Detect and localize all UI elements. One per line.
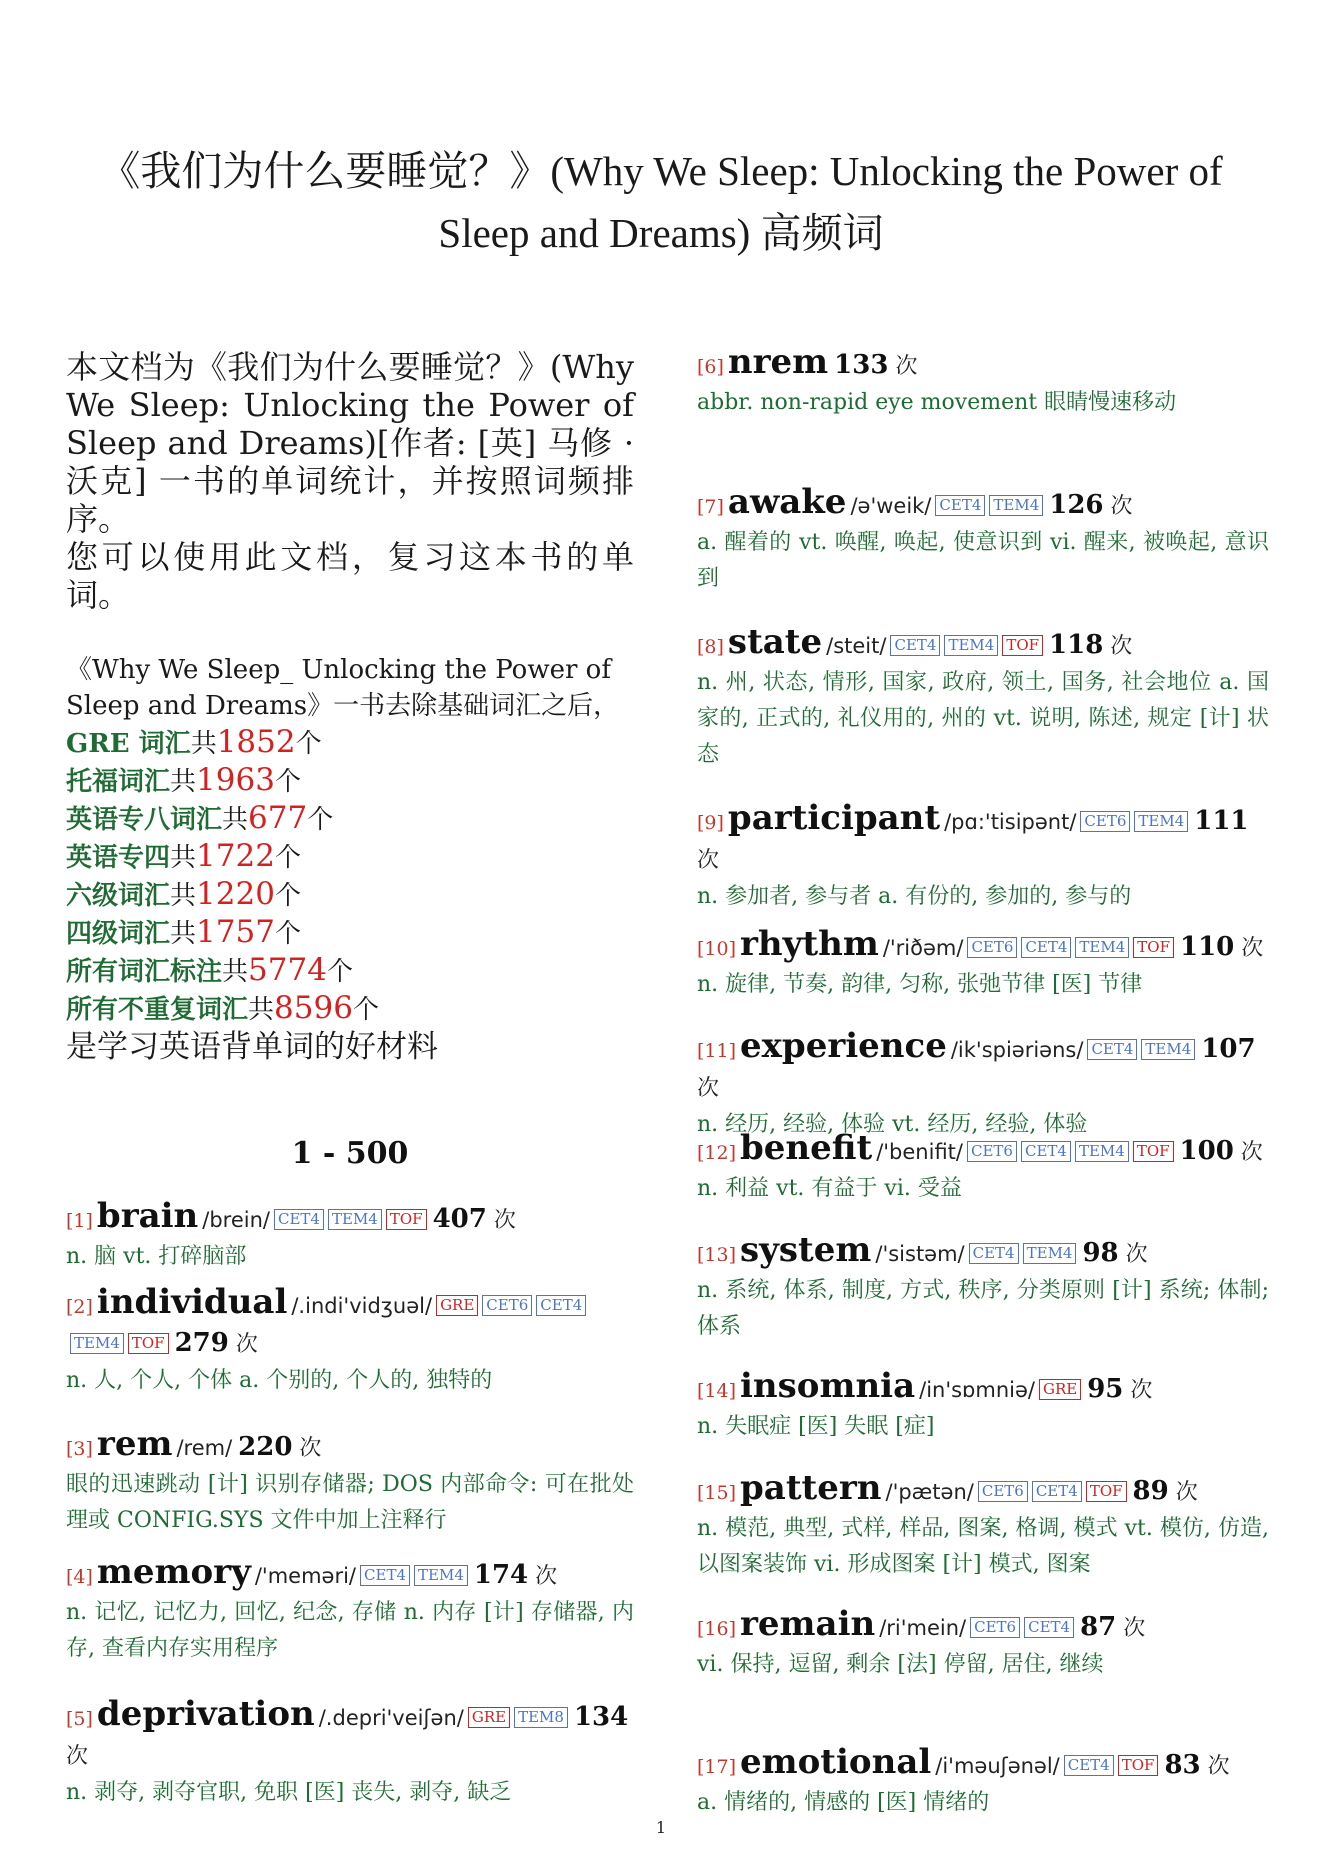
stat-value: 1220 — [196, 876, 275, 912]
entry-definition: n. 模范, 典型, 式样, 样品, 图案, 格调, 模式 vt. 模仿, 仿造, 以图案装饰 vi. 形成图案 [计] 模式, 图案 — [697, 1516, 1269, 1577]
word-entry — [697, 1606, 1269, 1683]
stat-line — [66, 914, 634, 952]
word-entry — [697, 624, 1269, 773]
entry-count: 407 — [432, 1204, 487, 1234]
entry-headline — [66, 1284, 634, 1363]
entry-headline — [697, 344, 1269, 385]
entry-word: benefit — [740, 1128, 873, 1168]
entry-count: 95 — [1087, 1374, 1124, 1404]
entry-word: pattern — [740, 1468, 882, 1508]
stat-unit: 个 — [307, 805, 334, 835]
stat-line — [66, 990, 634, 1028]
entry-definition: n. 系统, 体系, 制度, 方式, 秩序, 分类原则 [计] 系统; 体制; 体系 — [697, 1278, 1269, 1339]
exam-tag: TEM4 — [414, 1565, 468, 1586]
entry-headline — [697, 1470, 1269, 1511]
count-unit: 次 — [697, 1076, 720, 1101]
entry-headline — [66, 1554, 634, 1595]
entry-index: [3] — [66, 1438, 93, 1460]
entry-phonetic: /'benifit/ — [876, 1140, 963, 1164]
stat-connector: 共 — [222, 957, 249, 987]
entry-phonetic: /rem/ — [176, 1436, 233, 1460]
stat-line — [66, 800, 634, 838]
entry-definition: n. 参加者, 参与者 a. 有份的, 参加的, 参与的 — [697, 884, 1132, 909]
entry-definition: n. 剥夺, 剥夺官职, 免职 [医] 丧失, 剥夺, 缺乏 — [66, 1780, 512, 1805]
exam-tag: GRE — [468, 1707, 510, 1728]
entry-word: awake — [727, 482, 847, 522]
stat-unit: 个 — [326, 957, 353, 987]
entry-count: 87 — [1080, 1612, 1117, 1642]
stat-connector: 共 — [222, 805, 249, 835]
stat-connector: 共 — [170, 843, 197, 873]
word-entry — [697, 1130, 1269, 1207]
exam-tag: TOF — [386, 1209, 427, 1230]
entry-word: memory — [96, 1552, 251, 1592]
stat-value: 1722 — [196, 838, 275, 874]
stat-line — [66, 876, 634, 914]
word-entry — [697, 1744, 1269, 1821]
stat-line — [66, 952, 634, 990]
exam-tag: CET6 — [970, 1617, 1020, 1638]
entry-definition: abbr. non-rapid eye movement 眼睛慢速移动 — [697, 390, 1177, 415]
entry-index: [17] — [697, 1756, 737, 1778]
count-unit: 次 — [1234, 936, 1264, 961]
entry-phonetic: /i'məuʃənəl/ — [935, 1754, 1060, 1778]
entry-word: individual — [96, 1282, 288, 1322]
stat-unit: 个 — [295, 729, 322, 759]
exam-tag: TEM4 — [1134, 811, 1188, 832]
entry-count: 107 — [1201, 1034, 1256, 1064]
entry-word: experience — [740, 1026, 947, 1066]
exam-tag: CET4 — [274, 1209, 324, 1230]
entry-headline — [697, 1606, 1269, 1647]
entry-word: nrem — [727, 342, 829, 382]
word-entry — [66, 1426, 634, 1539]
stat-unit: 个 — [274, 881, 301, 911]
entry-count: 279 — [174, 1328, 229, 1358]
entry-count: 110 — [1179, 932, 1235, 962]
entry-definition: n. 人, 个人, 个体 a. 个别的, 个人的, 独特的 — [66, 1368, 493, 1393]
count-unit: 次 — [888, 354, 918, 379]
word-entry — [697, 1232, 1269, 1345]
entry-headline — [697, 926, 1269, 967]
entry-count: 118 — [1049, 630, 1104, 660]
exam-tag: CET4 — [1032, 1481, 1082, 1502]
entry-word: brain — [96, 1196, 199, 1236]
entry-index: [10] — [697, 938, 737, 960]
word-entry — [697, 1368, 1269, 1445]
entry-word: system — [740, 1230, 872, 1270]
exam-tag: TOF — [1002, 635, 1043, 656]
count-unit: 次 — [1116, 1616, 1146, 1641]
word-entry — [697, 1470, 1269, 1583]
exam-tag: TEM4 — [1075, 1141, 1129, 1162]
entry-index: [1] — [66, 1210, 93, 1232]
count-unit: 次 — [1233, 1140, 1263, 1165]
entry-headline — [697, 1744, 1269, 1785]
exam-tag: CET4 — [935, 495, 985, 516]
stat-unit: 个 — [274, 767, 301, 797]
count-unit: 次 — [66, 1744, 89, 1769]
entry-word: insomnia — [740, 1366, 916, 1406]
stat-value: 1757 — [196, 914, 275, 950]
entry-word: rhythm — [740, 924, 879, 964]
entry-count: 174 — [473, 1560, 529, 1590]
exam-tag: TOF — [128, 1333, 169, 1354]
exam-tag: TOF — [1133, 1141, 1174, 1162]
entry-index: [5] — [66, 1708, 93, 1730]
exam-tag: CET4 — [360, 1565, 410, 1586]
entry-count: 133 — [834, 350, 889, 380]
stat-label: 六级词汇 — [66, 881, 171, 911]
intro-paragraph-2: 您可以使用此文档，复习这本书的单词。 — [66, 538, 634, 614]
stat-connector: 共 — [170, 767, 197, 797]
entry-index: [7] — [697, 496, 724, 518]
exam-tag: TEM4 — [1023, 1243, 1077, 1264]
stats-block — [66, 652, 634, 1066]
word-entry — [66, 1554, 634, 1667]
entry-headline — [697, 1232, 1269, 1273]
entry-phonetic: /'riðəm/ — [882, 936, 964, 960]
stat-label: 托福词汇 — [66, 767, 171, 797]
entry-index: [11] — [697, 1040, 737, 1062]
entry-phonetic: /ik'spiəriəns/ — [950, 1038, 1084, 1062]
entry-index: [15] — [697, 1482, 737, 1504]
intro-paragraph-1: 本文档为《我们为什么要睡觉？》(Why We Sleep: Unlocking the Power of Sleep and Dreams)[作者: [英] 马修 · 沃克] 一书的单词统计，并按照词频排序。 — [66, 348, 634, 538]
stat-connector: 共 — [170, 919, 197, 949]
page-number: 1 — [655, 1818, 667, 1837]
count-unit: 次 — [1103, 634, 1133, 659]
entry-definition: n. 失眠症 [医] 失眠 [症] — [697, 1414, 935, 1439]
entry-phonetic: /'sistəm/ — [875, 1242, 965, 1266]
word-entry — [697, 1028, 1269, 1143]
entry-definition: vi. 保持, 逗留, 剩余 [法] 停留, 居住, 继续 — [697, 1652, 1104, 1677]
stats-list — [66, 724, 634, 1028]
entry-index: [16] — [697, 1618, 737, 1640]
exam-tag: TOF — [1118, 1755, 1159, 1776]
word-entry — [697, 484, 1269, 597]
entry-phonetic: /'meməri/ — [254, 1564, 357, 1588]
entry-phonetic: /.depri'veiʃən/ — [318, 1706, 464, 1730]
entry-headline — [66, 1426, 634, 1467]
exam-tag: CET4 — [536, 1295, 586, 1316]
word-entry — [697, 926, 1269, 1003]
stat-value: 677 — [248, 800, 308, 836]
word-entry — [697, 344, 1269, 421]
exam-tag: TEM8 — [514, 1707, 568, 1728]
entry-definition: n. 记忆, 记忆力, 回忆, 纪念, 存储 n. 内存 [计] 存储器, 内存, 查看内存实用程序 — [66, 1600, 634, 1661]
entry-word: deprivation — [96, 1694, 315, 1734]
exam-tag: TEM4 — [944, 635, 998, 656]
exam-tag: TEM4 — [70, 1333, 124, 1354]
stat-label: 所有词汇标注 — [66, 957, 223, 987]
entry-headline — [697, 1130, 1269, 1171]
word-entry — [66, 1284, 634, 1399]
exam-tag: TEM4 — [1141, 1039, 1195, 1060]
exam-tag: TEM4 — [1075, 937, 1129, 958]
entry-headline — [697, 484, 1269, 525]
word-entry — [66, 1198, 634, 1275]
entry-headline — [66, 1198, 634, 1239]
entry-index: [6] — [697, 356, 724, 378]
count-unit: 次 — [1168, 1480, 1198, 1505]
entry-phonetic: /pɑ:'tisipənt/ — [944, 810, 1077, 834]
stat-label: 英语专四 — [66, 843, 171, 873]
exam-tag: TEM4 — [989, 495, 1043, 516]
stats-intro: 《Why We Sleep_ Unlocking the Power of Sleep and Dreams》一书去除基础词汇之后， — [66, 655, 620, 721]
exam-tag: CET4 — [890, 635, 940, 656]
exam-tag: CET6 — [967, 937, 1017, 958]
entry-count: 220 — [238, 1432, 293, 1462]
entry-index: [9] — [697, 812, 724, 834]
stat-value: 1852 — [216, 724, 296, 760]
entry-index: [14] — [697, 1380, 737, 1402]
exam-tag: CET4 — [1021, 937, 1071, 958]
entry-count: 126 — [1049, 490, 1104, 520]
entry-definition: n. 旋律, 节奏, 韵律, 匀称, 张弛节律 [医] 节律 — [697, 972, 1143, 997]
count-unit: 次 — [1103, 494, 1133, 519]
exam-tag: TOF — [1133, 937, 1174, 958]
entry-definition: n. 脑 vt. 打碎脑部 — [66, 1244, 247, 1269]
count-unit: 次 — [292, 1436, 322, 1461]
entry-headline — [697, 1028, 1269, 1107]
stat-label: GRE 词汇 — [66, 729, 191, 759]
count-unit: 次 — [697, 848, 720, 873]
entry-definition: 眼的迅速跳动 [计] 识别存储器; DOS 内部命令: 可在批处理或 CONFIG.SYS 文件中加上注释行 — [66, 1472, 634, 1533]
stat-line — [66, 762, 634, 800]
exam-tag: CET4 — [1021, 1141, 1071, 1162]
closing-line: 是学习英语背单词的好材料 — [66, 1029, 438, 1065]
range-heading: 1 - 500 — [291, 1136, 409, 1171]
count-unit: 次 — [1200, 1754, 1230, 1779]
exam-tag: TOF — [1086, 1481, 1127, 1502]
entry-phonetic: /steit/ — [826, 634, 887, 658]
entry-headline — [66, 1696, 634, 1775]
stat-value: 1963 — [196, 762, 275, 798]
entry-index: [8] — [697, 636, 724, 658]
stat-value: 8596 — [274, 990, 353, 1026]
stat-unit: 个 — [274, 843, 301, 873]
document-title: 《我们为什么要睡觉？》(Why We Sleep: Unlocking the Power of Sleep and Dreams) 高频词 — [99, 148, 1223, 256]
entry-word: rem — [96, 1424, 173, 1464]
entry-index: [13] — [697, 1244, 737, 1266]
entry-headline — [697, 1368, 1269, 1409]
entry-count: 89 — [1132, 1476, 1169, 1506]
entry-definition: a. 醒着的 vt. 唤醒, 唤起, 使意识到 vi. 醒来, 被唤起, 意识到 — [697, 530, 1269, 591]
stat-unit: 个 — [274, 919, 301, 949]
stat-unit: 个 — [352, 995, 379, 1025]
stat-line — [66, 724, 634, 762]
entry-headline — [697, 624, 1269, 665]
entry-word: participant — [727, 798, 941, 838]
exam-tag: CET4 — [1024, 1617, 1074, 1638]
entry-count: 134 — [573, 1702, 629, 1732]
count-unit: 次 — [486, 1208, 516, 1233]
stat-label: 所有不重复词汇 — [66, 995, 249, 1025]
entry-phonetic: /'pætən/ — [885, 1480, 974, 1504]
entry-word: state — [727, 622, 823, 662]
entry-count: 100 — [1179, 1136, 1234, 1166]
stat-connector: 共 — [190, 729, 217, 759]
entry-phonetic: /in'sɒmniə/ — [919, 1378, 1035, 1402]
exam-tag: GRE — [1039, 1379, 1081, 1400]
stat-label: 四级词汇 — [66, 919, 171, 949]
intro-text — [66, 348, 634, 614]
count-unit: 次 — [528, 1564, 558, 1589]
exam-tag: CET6 — [967, 1141, 1017, 1162]
count-unit: 次 — [1123, 1378, 1153, 1403]
entry-word: remain — [740, 1604, 876, 1644]
entry-count: 111 — [1194, 806, 1249, 836]
entry-phonetic: /ri'mein/ — [879, 1616, 967, 1640]
entry-index: [2] — [66, 1296, 93, 1318]
count-unit: 次 — [228, 1332, 258, 1357]
exam-tag: CET6 — [482, 1295, 532, 1316]
entry-definition: n. 州, 状态, 情形, 国家, 政府, 领土, 国务, 社会地位 a. 国家的, 正式的, 礼仪用的, 州的 vt. 说明, 陈述, 规定 [计] 状态 — [697, 670, 1269, 767]
entry-phonetic: /brein/ — [202, 1208, 270, 1232]
stat-value: 5774 — [248, 952, 327, 988]
exam-tag: CET6 — [1080, 811, 1130, 832]
exam-tag: TEM4 — [328, 1209, 382, 1230]
entry-index: [4] — [66, 1566, 93, 1588]
word-entry — [66, 1696, 634, 1811]
entry-definition: n. 利益 vt. 有益于 vi. 受益 — [697, 1176, 962, 1201]
word-entry — [697, 800, 1269, 915]
stat-connector: 共 — [248, 995, 275, 1025]
exam-tag: CET4 — [1087, 1039, 1137, 1060]
stat-line — [66, 838, 634, 876]
entry-phonetic: /ə'weik/ — [850, 494, 932, 518]
stat-label: 英语专八词汇 — [66, 805, 223, 835]
entry-phonetic: /.indi'vidʒuəl/ — [291, 1294, 433, 1318]
entry-count: 83 — [1164, 1750, 1201, 1780]
entry-definition: n. 经历, 经验, 体验 vt. 经历, 经验, 体验 — [697, 1112, 1088, 1137]
entry-count: 98 — [1082, 1238, 1119, 1268]
count-unit: 次 — [1118, 1242, 1148, 1267]
entry-index: [12] — [697, 1142, 737, 1164]
exam-tag: CET4 — [969, 1243, 1019, 1264]
entry-definition: a. 情绪的, 情感的 [医] 情绪的 — [697, 1790, 990, 1815]
exam-tag: CET4 — [1064, 1755, 1114, 1776]
stat-connector: 共 — [170, 881, 197, 911]
exam-tag: GRE — [436, 1295, 478, 1316]
entry-headline — [697, 800, 1269, 879]
entry-word: emotional — [740, 1742, 932, 1782]
exam-tag: CET6 — [978, 1481, 1028, 1502]
